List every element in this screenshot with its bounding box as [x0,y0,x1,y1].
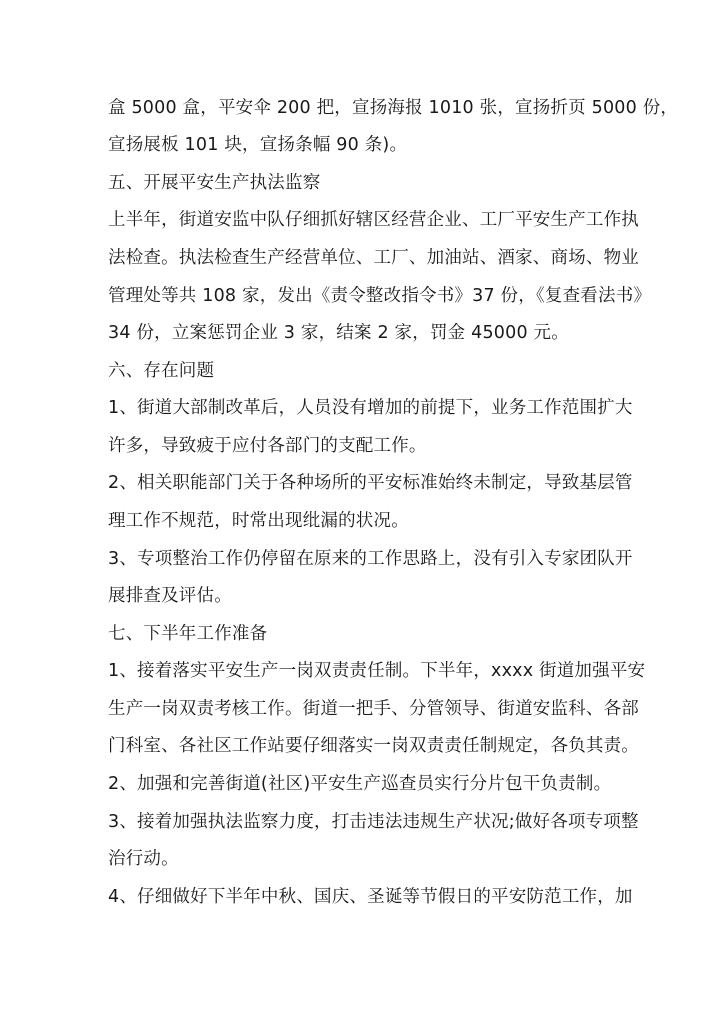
text-line: 2、相关职能部门关于各种场所的平安标准始终未制定，导致基层管 [108,473,633,493]
text-line: 上半年，街道安监中队仔细抓好辖区经营企业、工厂平安生产工作执 [108,210,639,230]
section-heading: 五、开展平安生产执法监察 [108,173,321,193]
section-heading: 七、下半年工作准备 [108,624,268,644]
text-line: 管理处等共 108 家，发出《责令整改指令书》37 份，《复查看法书》 [108,286,652,306]
section-heading: 六、存在问题 [108,361,215,381]
text-line: 宣扬展板 101 块，宣扬条幅 90 条)。 [108,135,408,155]
text-line: 法检查。执法检查生产经营单位、工厂、加油站、酒家、商场、物业 [108,248,639,268]
text-line: 门科室、各社区工作站要仔细落实一岗双责责任制规定，各负其责。 [108,736,639,756]
text-line: 治行动。 [108,849,179,869]
text-line: 2、加强和完善街道(社区)平安生产巡查员实行分片包干负责制。 [108,774,612,794]
text-line: 盒 5000 盒，平安伞 200 把，宣扬海报 1010 张，宣扬折页 5000 份， [108,98,679,118]
text-line: 展排查及评估。 [108,586,232,606]
text-line: 1、街道大部制改革后，人员没有增加的前提下，业务工作范围扩大 [108,398,633,418]
text-line: 34 份，立案惩罚企业 3 家，结案 2 家，罚金 45000 元。 [108,323,569,343]
text-line: 4、仔细做好下半年中秋、国庆、圣诞等节假日的平安防范工作，加 [108,887,633,907]
text-line: 理工作不规范，时常出现纰漏的状况。 [108,511,409,531]
text-line: 3、接着加强执法监察力度，打击违法违规生产状况;做好各项专项整 [108,812,639,832]
text-line: 3、专项整治工作仍停留在原来的工作思路上，没有引入专家团队开 [108,549,633,569]
text-line: 1、接着落实平安生产一岗双责责任制。下半年，xxxx 街道加强平安 [108,661,646,681]
text-line: 生产一岗双责考核工作。街道一把手、分管领导、街道安监科、各部 [108,699,639,719]
text-line: 许多，导致疲于应付各部门的支配工作。 [108,436,427,456]
